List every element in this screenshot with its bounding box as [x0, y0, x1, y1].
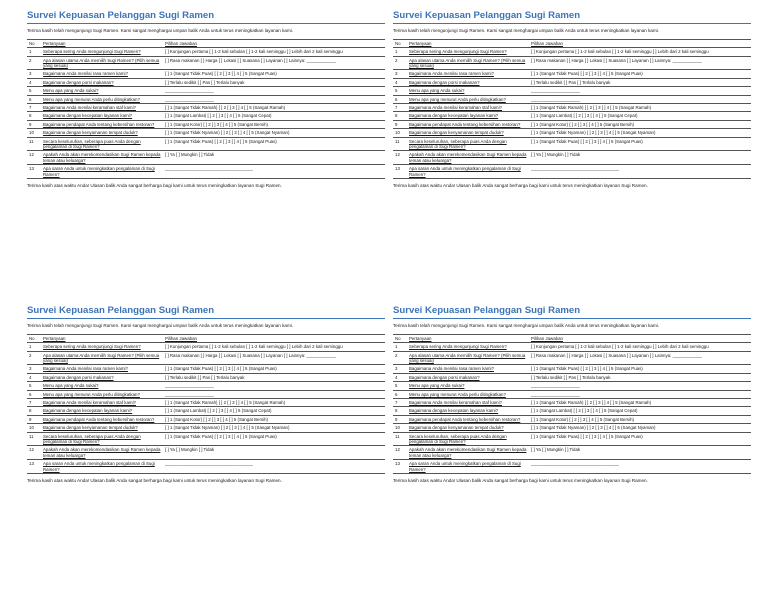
question-number: 13	[27, 460, 41, 474]
question-row	[393, 446, 751, 460]
answer-options[interactable]: [ ] Terlalu sedikit [ ] Pas [ ] Terlalu banyak	[163, 78, 385, 86]
answer-options[interactable]: [ ] Kunjungan pertama [ ] 1-2 kali sebulan [ ] 1-2 kali seminggu [ ] Lebih dari 2 kali seminggu	[529, 343, 751, 351]
answer-options[interactable]: [ ] Kunjungan pertama [ ] 1-2 kali sebulan [ ] 1-2 kali seminggu [ ] Lebih dari 2 kali seminggu	[163, 48, 385, 56]
question-row	[393, 87, 751, 95]
question-row	[393, 432, 751, 446]
question-number: 11	[27, 137, 41, 151]
question-number: 5	[27, 87, 41, 95]
question-text: Menu apa yang Anda sukai?	[41, 87, 163, 95]
question-text: Bagaimana dengan porsi makanan?	[407, 78, 529, 86]
question-number: 13	[27, 165, 41, 179]
question-text: Bagaimana Anda menilai rasa ramen kami?	[407, 70, 529, 78]
question-row	[27, 56, 385, 70]
question-number: 7	[27, 399, 41, 407]
answer-options[interactable]: [ ] Terlalu sedikit [ ] Pas [ ] Terlalu banyak	[529, 78, 751, 86]
answer-options[interactable]: [ ] 1 (Sangat Tidak Puas) [ ] 2 [ ] 3 [ ] 4 [ ] 5 (Sangat Puas)	[163, 137, 385, 151]
answer-options[interactable]: ____________________	[529, 95, 751, 103]
header-question: Pertanyaan	[407, 39, 529, 47]
question-text: Apakah Anda akan merekomendasikan Sugi Ramen kepada teman atau keluarga?	[41, 446, 163, 460]
survey-title: Survei Kepuasan Pelanggan Sugi Ramen	[27, 10, 385, 24]
header-choices: Pilihan Jawaban	[529, 334, 751, 342]
question-text: Bagaimana Anda menilai rasa ramen kami?	[407, 365, 529, 373]
question-row	[27, 151, 385, 165]
question-row	[27, 460, 385, 474]
answer-options[interactable]: [ ] Kunjungan pertama [ ] 1-2 kali sebulan [ ] 1-2 kali seminggu [ ] Lebih dari 2 kali seminggu	[163, 343, 385, 351]
question-row	[27, 343, 385, 351]
question-text: Bagaimana Anda menilai rasa ramen kami?	[41, 365, 163, 373]
question-number: 8	[27, 112, 41, 120]
question-text: Apa saran Anda untuk meningkatkan pengalaman di Sugi Ramen?	[407, 460, 529, 474]
question-number: 5	[393, 87, 407, 95]
question-text: Bagaimana dengan kenyamanan tempat duduk?	[407, 424, 529, 432]
question-number: 1	[27, 48, 41, 56]
header-question: Pertanyaan	[41, 334, 163, 342]
answer-options[interactable]: [ ] 1 (Sangat Tidak Nyaman) [ ] 2 [ ] 3 [ ] 4 [ ] 5 (Sangat Nyaman)	[529, 129, 751, 137]
survey-sheet-bottom-right	[393, 305, 751, 484]
answer-options[interactable]: [ ] 1 (Sangat Tidak Puas) [ ] 2 [ ] 3 [ ] 4 [ ] 5 (Sangat Puas)	[163, 365, 385, 373]
question-row	[393, 460, 751, 474]
question-text: Menu apa yang Anda sukai?	[407, 87, 529, 95]
answer-options[interactable]: [ ] Ya [ ] Mungkin [ ] Tidak	[529, 446, 751, 460]
intro-text: Terima kasih telah mengunjungi Sugi Ramen. Kami sangat menghargai umpan balik Anda untuk terus meningkatkan layanan kami.	[393, 323, 660, 328]
question-table	[393, 39, 751, 179]
answer-options[interactable]: [ ] Kunjungan pertama [ ] 1-2 kali sebulan [ ] 1-2 kali seminggu [ ] Lebih dari 2 kali seminggu	[529, 48, 751, 56]
question-table	[393, 334, 751, 474]
answer-options[interactable]: [ ] 1 (Sangat Tidak Puas) [ ] 2 [ ] 3 [ ] 4 [ ] 5 (Sangat Puas)	[163, 70, 385, 78]
question-row	[27, 390, 385, 398]
question-row	[393, 129, 751, 137]
answer-options[interactable]: [ ] Ya [ ] Mungkin [ ] Tidak	[163, 151, 385, 165]
question-text: Apa alasan utama Anda memilih Sugi Ramen? (Pilih semua yang sesuai)	[407, 56, 529, 70]
question-text: Bagaimana Anda menilai rasa ramen kami?	[41, 70, 163, 78]
header-question: Pertanyaan	[41, 39, 163, 47]
question-text: Seberapa sering Anda mengunjungi Sugi Ramen?	[407, 48, 529, 56]
question-text: Bagaimana dengan porsi makanan?	[407, 373, 529, 381]
question-text: Bagaimana dengan porsi makanan?	[41, 78, 163, 86]
header-no: No	[27, 39, 41, 47]
header-choices: Pilihan Jawaban	[529, 39, 751, 47]
table-header-row	[393, 39, 751, 47]
question-row	[393, 382, 751, 390]
answer-options[interactable]: [ ] 1 (Sangat Tidak Ramah) [ ] 2 [ ] 3 [ ] 4 [ ] 5 (Sangat Ramah)	[529, 399, 751, 407]
answer-options[interactable]: ____________________	[529, 382, 751, 390]
question-number: 4	[27, 78, 41, 86]
header-choices: Pilihan Jawaban	[163, 334, 385, 342]
question-row	[393, 424, 751, 432]
question-table	[27, 334, 385, 474]
question-text: Bagaimana dengan kecepatan layanan kami?	[41, 407, 163, 415]
question-number: 11	[393, 137, 407, 151]
question-number: 3	[393, 70, 407, 78]
question-row	[27, 424, 385, 432]
answer-options[interactable]: ____________________	[163, 390, 385, 398]
answer-options[interactable]: [ ] 1 (Sangat Lambat) [ ] 2 [ ] 3 [ ] 4 [ ] 5 (Sangat Cepat)	[529, 112, 751, 120]
question-text: Apa alasan utama Anda memilih Sugi Ramen? (Pilih semua yang sesuai)	[407, 351, 529, 365]
question-text: Apakah Anda akan merekomendasikan Sugi Ramen kepada teman atau keluarga?	[407, 446, 529, 460]
table-header-row	[27, 334, 385, 342]
answer-options[interactable]: [ ] 1 (Sangat Kotor) [ ] 2 [ ] 3 [ ] 4 [ ] 5 (Sangat Bersih)	[529, 120, 751, 128]
question-text: Bagaimana Anda menilai keramahan staf kami?	[41, 104, 163, 112]
question-row	[393, 351, 751, 365]
question-text: Secara keseluruhan, seberapa puas Anda dengan pengalaman di Sugi Ramen?	[407, 432, 529, 446]
answer-options[interactable]: ____________________________________	[163, 165, 385, 179]
question-number: 10	[27, 129, 41, 137]
answer-options[interactable]: [ ] 1 (Sangat Kotor) [ ] 2 [ ] 3 [ ] 4 [ ] 5 (Sangat Bersih)	[529, 415, 751, 423]
question-table	[27, 39, 385, 179]
question-number: 10	[27, 424, 41, 432]
question-number: 1	[27, 343, 41, 351]
header-question: Pertanyaan	[407, 334, 529, 342]
answer-options[interactable]: [ ] 1 (Sangat Tidak Nyaman) [ ] 2 [ ] 3 [ ] 4 [ ] 5 (Sangat Nyaman)	[163, 129, 385, 137]
question-number: 12	[27, 446, 41, 460]
question-number: 2	[393, 56, 407, 70]
question-row	[27, 407, 385, 415]
question-text: Bagaimana Anda menilai keramahan staf kami?	[407, 104, 529, 112]
question-number: 1	[393, 343, 407, 351]
question-text: Apa saran Anda untuk meningkatkan pengalaman di Sugi Ramen?	[41, 460, 163, 474]
question-row	[393, 407, 751, 415]
footer-text: Terima kasih atas waktu Anda! Ulasan balik Anda sangat berharga bagi kami untuk terus meningkatkan layanan Sugi Ramen.	[393, 183, 648, 189]
question-row	[393, 415, 751, 423]
survey-title: Survei Kepuasan Pelanggan Sugi Ramen	[393, 10, 751, 24]
header-no: No	[393, 39, 407, 47]
question-number: 4	[27, 373, 41, 381]
question-text: Bagaimana dengan kenyamanan tempat duduk?	[41, 129, 163, 137]
question-row	[393, 48, 751, 56]
question-number: 2	[27, 56, 41, 70]
question-row	[393, 343, 751, 351]
question-number: 13	[393, 460, 407, 474]
question-number: 2	[27, 351, 41, 365]
question-row	[27, 415, 385, 423]
question-row	[27, 432, 385, 446]
question-row	[393, 399, 751, 407]
question-text: Menu apa yang menurut Anda perlu ditingkatkan?	[41, 95, 163, 103]
question-text: Apa alasan utama Anda memilih Sugi Ramen? (Pilih semua yang sesuai)	[41, 56, 163, 70]
question-text: Bagaimana dengan kenyamanan tempat duduk?	[41, 424, 163, 432]
survey-sheet-bottom-left	[27, 305, 385, 484]
answer-options[interactable]: [ ] 1 (Sangat Tidak Ramah) [ ] 2 [ ] 3 [ ] 4 [ ] 5 (Sangat Ramah)	[163, 104, 385, 112]
answer-options[interactable]: [ ] 1 (Sangat Kotor) [ ] 2 [ ] 3 [ ] 4 [ ] 5 (Sangat Bersih)	[163, 120, 385, 128]
question-text: Seberapa sering Anda mengunjungi Sugi Ramen?	[41, 48, 163, 56]
question-row	[27, 129, 385, 137]
answer-options[interactable]: [ ] 1 (Sangat Tidak Puas) [ ] 2 [ ] 3 [ ] 4 [ ] 5 (Sangat Puas)	[529, 137, 751, 151]
question-number: 5	[27, 382, 41, 390]
question-row	[393, 112, 751, 120]
question-number: 9	[27, 120, 41, 128]
question-number: 9	[393, 120, 407, 128]
answer-options[interactable]: [ ] Rasa makanan [ ] Harga [ ] Lokasi [ ] Suasana [ ] Layanan [ ] Lainnya: ____________	[163, 56, 385, 70]
question-number: 10	[393, 129, 407, 137]
question-text: Secara keseluruhan, seberapa puas Anda dengan pengalaman di Sugi Ramen?	[41, 137, 163, 151]
question-row	[27, 399, 385, 407]
question-row	[393, 104, 751, 112]
question-row	[27, 120, 385, 128]
answer-options[interactable]: ____________________________________	[529, 460, 751, 474]
question-text: Bagaimana dengan kecepatan layanan kami?	[407, 407, 529, 415]
answer-options[interactable]: [ ] Terlalu sedikit [ ] Pas [ ] Terlalu banyak	[163, 373, 385, 381]
footer-text: Terima kasih atas waktu Anda! Ulasan balik Anda sangat berharga bagi kami untuk terus meningkatkan layanan Sugi Ramen.	[393, 478, 648, 484]
question-text: Apakah Anda akan merekomendasikan Sugi Ramen kepada teman atau keluarga?	[407, 151, 529, 165]
question-number: 6	[27, 95, 41, 103]
question-text: Apa saran Anda untuk meningkatkan pengalaman di Sugi Ramen?	[41, 165, 163, 179]
answer-options[interactable]: [ ] 1 (Sangat Kotor) [ ] 2 [ ] 3 [ ] 4 [ ] 5 (Sangat Bersih)	[163, 415, 385, 423]
table-header-row	[393, 334, 751, 342]
answer-options[interactable]: [ ] 1 (Sangat Tidak Ramah) [ ] 2 [ ] 3 [ ] 4 [ ] 5 (Sangat Ramah)	[529, 104, 751, 112]
answer-options[interactable]: ____________________	[529, 87, 751, 95]
question-row	[27, 104, 385, 112]
question-text: Bagaimana pendapat Anda tentang kebersihan restoran?	[41, 120, 163, 128]
question-number: 11	[27, 432, 41, 446]
question-number: 11	[393, 432, 407, 446]
answer-options[interactable]: [ ] Ya [ ] Mungkin [ ] Tidak	[163, 446, 385, 460]
question-number: 4	[393, 78, 407, 86]
question-number: 4	[393, 373, 407, 381]
question-text: Menu apa yang menurut Anda perlu ditingkatkan?	[41, 390, 163, 398]
header-choices: Pilihan Jawaban	[163, 39, 385, 47]
question-number: 3	[27, 365, 41, 373]
question-number: 13	[393, 165, 407, 179]
answer-options[interactable]: [ ] 1 (Sangat Tidak Puas) [ ] 2 [ ] 3 [ ] 4 [ ] 5 (Sangat Puas)	[163, 432, 385, 446]
question-number: 12	[393, 446, 407, 460]
question-row	[27, 351, 385, 365]
question-text: Menu apa yang Anda sukai?	[41, 382, 163, 390]
question-number: 1	[393, 48, 407, 56]
question-number: 9	[27, 415, 41, 423]
question-text: Bagaimana dengan kecepatan layanan kami?	[407, 112, 529, 120]
question-text: Apakah Anda akan merekomendasikan Sugi Ramen kepada teman atau keluarga?	[41, 151, 163, 165]
answer-options[interactable]: [ ] Rasa makanan [ ] Harga [ ] Lokasi [ ] Suasana [ ] Layanan [ ] Lainnya: ____________	[529, 56, 751, 70]
answer-options[interactable]: [ ] 1 (Sangat Tidak Nyaman) [ ] 2 [ ] 3 [ ] 4 [ ] 5 (Sangat Nyaman)	[163, 424, 385, 432]
answer-options[interactable]: [ ] 1 (Sangat Tidak Puas) [ ] 2 [ ] 3 [ ] 4 [ ] 5 (Sangat Puas)	[529, 432, 751, 446]
question-number: 7	[27, 104, 41, 112]
question-number: 7	[393, 104, 407, 112]
answer-options[interactable]: ____________________	[163, 87, 385, 95]
question-number: 5	[393, 382, 407, 390]
answer-options[interactable]: [ ] Ya [ ] Mungkin [ ] Tidak	[529, 151, 751, 165]
question-number: 8	[393, 112, 407, 120]
question-text: Bagaimana pendapat Anda tentang kebersihan restoran?	[407, 120, 529, 128]
intro-text: Terima kasih telah mengunjungi Sugi Ramen. Kami sangat menghargai umpan balik Anda untuk terus meningkatkan layanan kami.	[27, 28, 294, 33]
question-text: Bagaimana dengan kecepatan layanan kami?	[41, 112, 163, 120]
footer-text: Terima kasih atas waktu Anda! Ulasan balik Anda sangat berharga bagi kami untuk terus meningkatkan layanan Sugi Ramen.	[27, 183, 282, 189]
answer-options[interactable]: [ ] 1 (Sangat Lambat) [ ] 2 [ ] 3 [ ] 4 [ ] 5 (Sangat Cepat)	[163, 112, 385, 120]
question-text: Bagaimana pendapat Anda tentang kebersihan restoran?	[41, 415, 163, 423]
answer-options[interactable]: ____________________________________	[529, 165, 751, 179]
question-number: 12	[393, 151, 407, 165]
survey-title: Survei Kepuasan Pelanggan Sugi Ramen	[393, 305, 751, 319]
answer-options[interactable]: [ ] 1 (Sangat Tidak Ramah) [ ] 2 [ ] 3 [ ] 4 [ ] 5 (Sangat Ramah)	[163, 399, 385, 407]
question-text: Bagaimana dengan porsi makanan?	[41, 373, 163, 381]
answer-options[interactable]: [ ] 1 (Sangat Tidak Puas) [ ] 2 [ ] 3 [ ] 4 [ ] 5 (Sangat Puas)	[529, 365, 751, 373]
question-number: 9	[393, 415, 407, 423]
question-row	[393, 95, 751, 103]
question-row	[27, 70, 385, 78]
question-text: Apa alasan utama Anda memilih Sugi Ramen? (Pilih semua yang sesuai)	[41, 351, 163, 365]
question-row	[393, 70, 751, 78]
answer-options[interactable]: [ ] Rasa makanan [ ] Harga [ ] Lokasi [ ] Suasana [ ] Layanan [ ] Lainnya: ____________	[163, 351, 385, 365]
question-number: 8	[393, 407, 407, 415]
answer-options[interactable]: [ ] 1 (Sangat Lambat) [ ] 2 [ ] 3 [ ] 4 [ ] 5 (Sangat Cepat)	[529, 407, 751, 415]
question-number: 10	[393, 424, 407, 432]
question-number: 8	[27, 407, 41, 415]
header-no: No	[393, 334, 407, 342]
question-number: 2	[393, 351, 407, 365]
question-row	[393, 137, 751, 151]
question-text: Menu apa yang menurut Anda perlu ditingkatkan?	[407, 390, 529, 398]
intro-text: Terima kasih telah mengunjungi Sugi Ramen. Kami sangat menghargai umpan balik Anda untuk terus meningkatkan layanan kami.	[393, 28, 660, 33]
question-text: Menu apa yang Anda sukai?	[407, 382, 529, 390]
question-text: Bagaimana Anda menilai keramahan staf kami?	[407, 399, 529, 407]
question-row	[393, 78, 751, 86]
intro-text: Terima kasih telah mengunjungi Sugi Ramen. Kami sangat menghargai umpan balik Anda untuk terus meningkatkan layanan kami.	[27, 323, 294, 328]
question-row	[27, 446, 385, 460]
question-row	[27, 382, 385, 390]
question-row	[27, 373, 385, 381]
question-text: Secara keseluruhan, seberapa puas Anda dengan pengalaman di Sugi Ramen?	[407, 137, 529, 151]
question-row	[27, 87, 385, 95]
question-row	[393, 390, 751, 398]
question-row	[27, 365, 385, 373]
answer-options[interactable]: [ ] Rasa makanan [ ] Harga [ ] Lokasi [ ] Suasana [ ] Layanan [ ] Lainnya: ____________	[529, 351, 751, 365]
answer-options[interactable]: [ ] 1 (Sangat Tidak Nyaman) [ ] 2 [ ] 3 [ ] 4 [ ] 5 (Sangat Nyaman)	[529, 424, 751, 432]
question-number: 3	[27, 70, 41, 78]
answer-options[interactable]: ____________________	[529, 390, 751, 398]
answer-options[interactable]: ____________________	[163, 382, 385, 390]
question-text: Seberapa sering Anda mengunjungi Sugi Ramen?	[41, 343, 163, 351]
table-header-row	[27, 39, 385, 47]
question-text: Bagaimana dengan kenyamanan tempat duduk?	[407, 129, 529, 137]
survey-sheet-top-left	[27, 10, 385, 189]
question-row	[393, 373, 751, 381]
question-text: Bagaimana Anda menilai keramahan staf kami?	[41, 399, 163, 407]
question-text: Seberapa sering Anda mengunjungi Sugi Ramen?	[407, 343, 529, 351]
question-number: 12	[27, 151, 41, 165]
answer-options[interactable]: [ ] Terlalu sedikit [ ] Pas [ ] Terlalu banyak	[529, 373, 751, 381]
answer-options[interactable]: ____________________	[163, 95, 385, 103]
question-number: 3	[393, 365, 407, 373]
question-row	[27, 78, 385, 86]
answer-options[interactable]: [ ] 1 (Sangat Lambat) [ ] 2 [ ] 3 [ ] 4 [ ] 5 (Sangat Cepat)	[163, 407, 385, 415]
question-number: 6	[393, 95, 407, 103]
question-row	[27, 165, 385, 179]
question-text: Apa saran Anda untuk meningkatkan pengalaman di Sugi Ramen?	[407, 165, 529, 179]
header-no: No	[27, 334, 41, 342]
question-row	[393, 165, 751, 179]
footer-text: Terima kasih atas waktu Anda! Ulasan balik Anda sangat berharga bagi kami untuk terus meningkatkan layanan Sugi Ramen.	[27, 478, 282, 484]
question-row	[27, 95, 385, 103]
question-number: 7	[393, 399, 407, 407]
question-number: 6	[393, 390, 407, 398]
question-row	[393, 120, 751, 128]
answer-options[interactable]: ____________________________________	[163, 460, 385, 474]
survey-sheet-top-right	[393, 10, 751, 189]
question-row	[27, 48, 385, 56]
question-row	[27, 112, 385, 120]
question-row	[393, 365, 751, 373]
survey-title: Survei Kepuasan Pelanggan Sugi Ramen	[27, 305, 385, 319]
question-row	[27, 137, 385, 151]
question-row	[393, 151, 751, 165]
question-row	[393, 56, 751, 70]
question-number: 6	[27, 390, 41, 398]
question-text: Bagaimana pendapat Anda tentang kebersihan restoran?	[407, 415, 529, 423]
question-text: Menu apa yang menurut Anda perlu ditingkatkan?	[407, 95, 529, 103]
answer-options[interactable]: [ ] 1 (Sangat Tidak Puas) [ ] 2 [ ] 3 [ ] 4 [ ] 5 (Sangat Puas)	[529, 70, 751, 78]
question-text: Secara keseluruhan, seberapa puas Anda dengan pengalaman di Sugi Ramen?	[41, 432, 163, 446]
